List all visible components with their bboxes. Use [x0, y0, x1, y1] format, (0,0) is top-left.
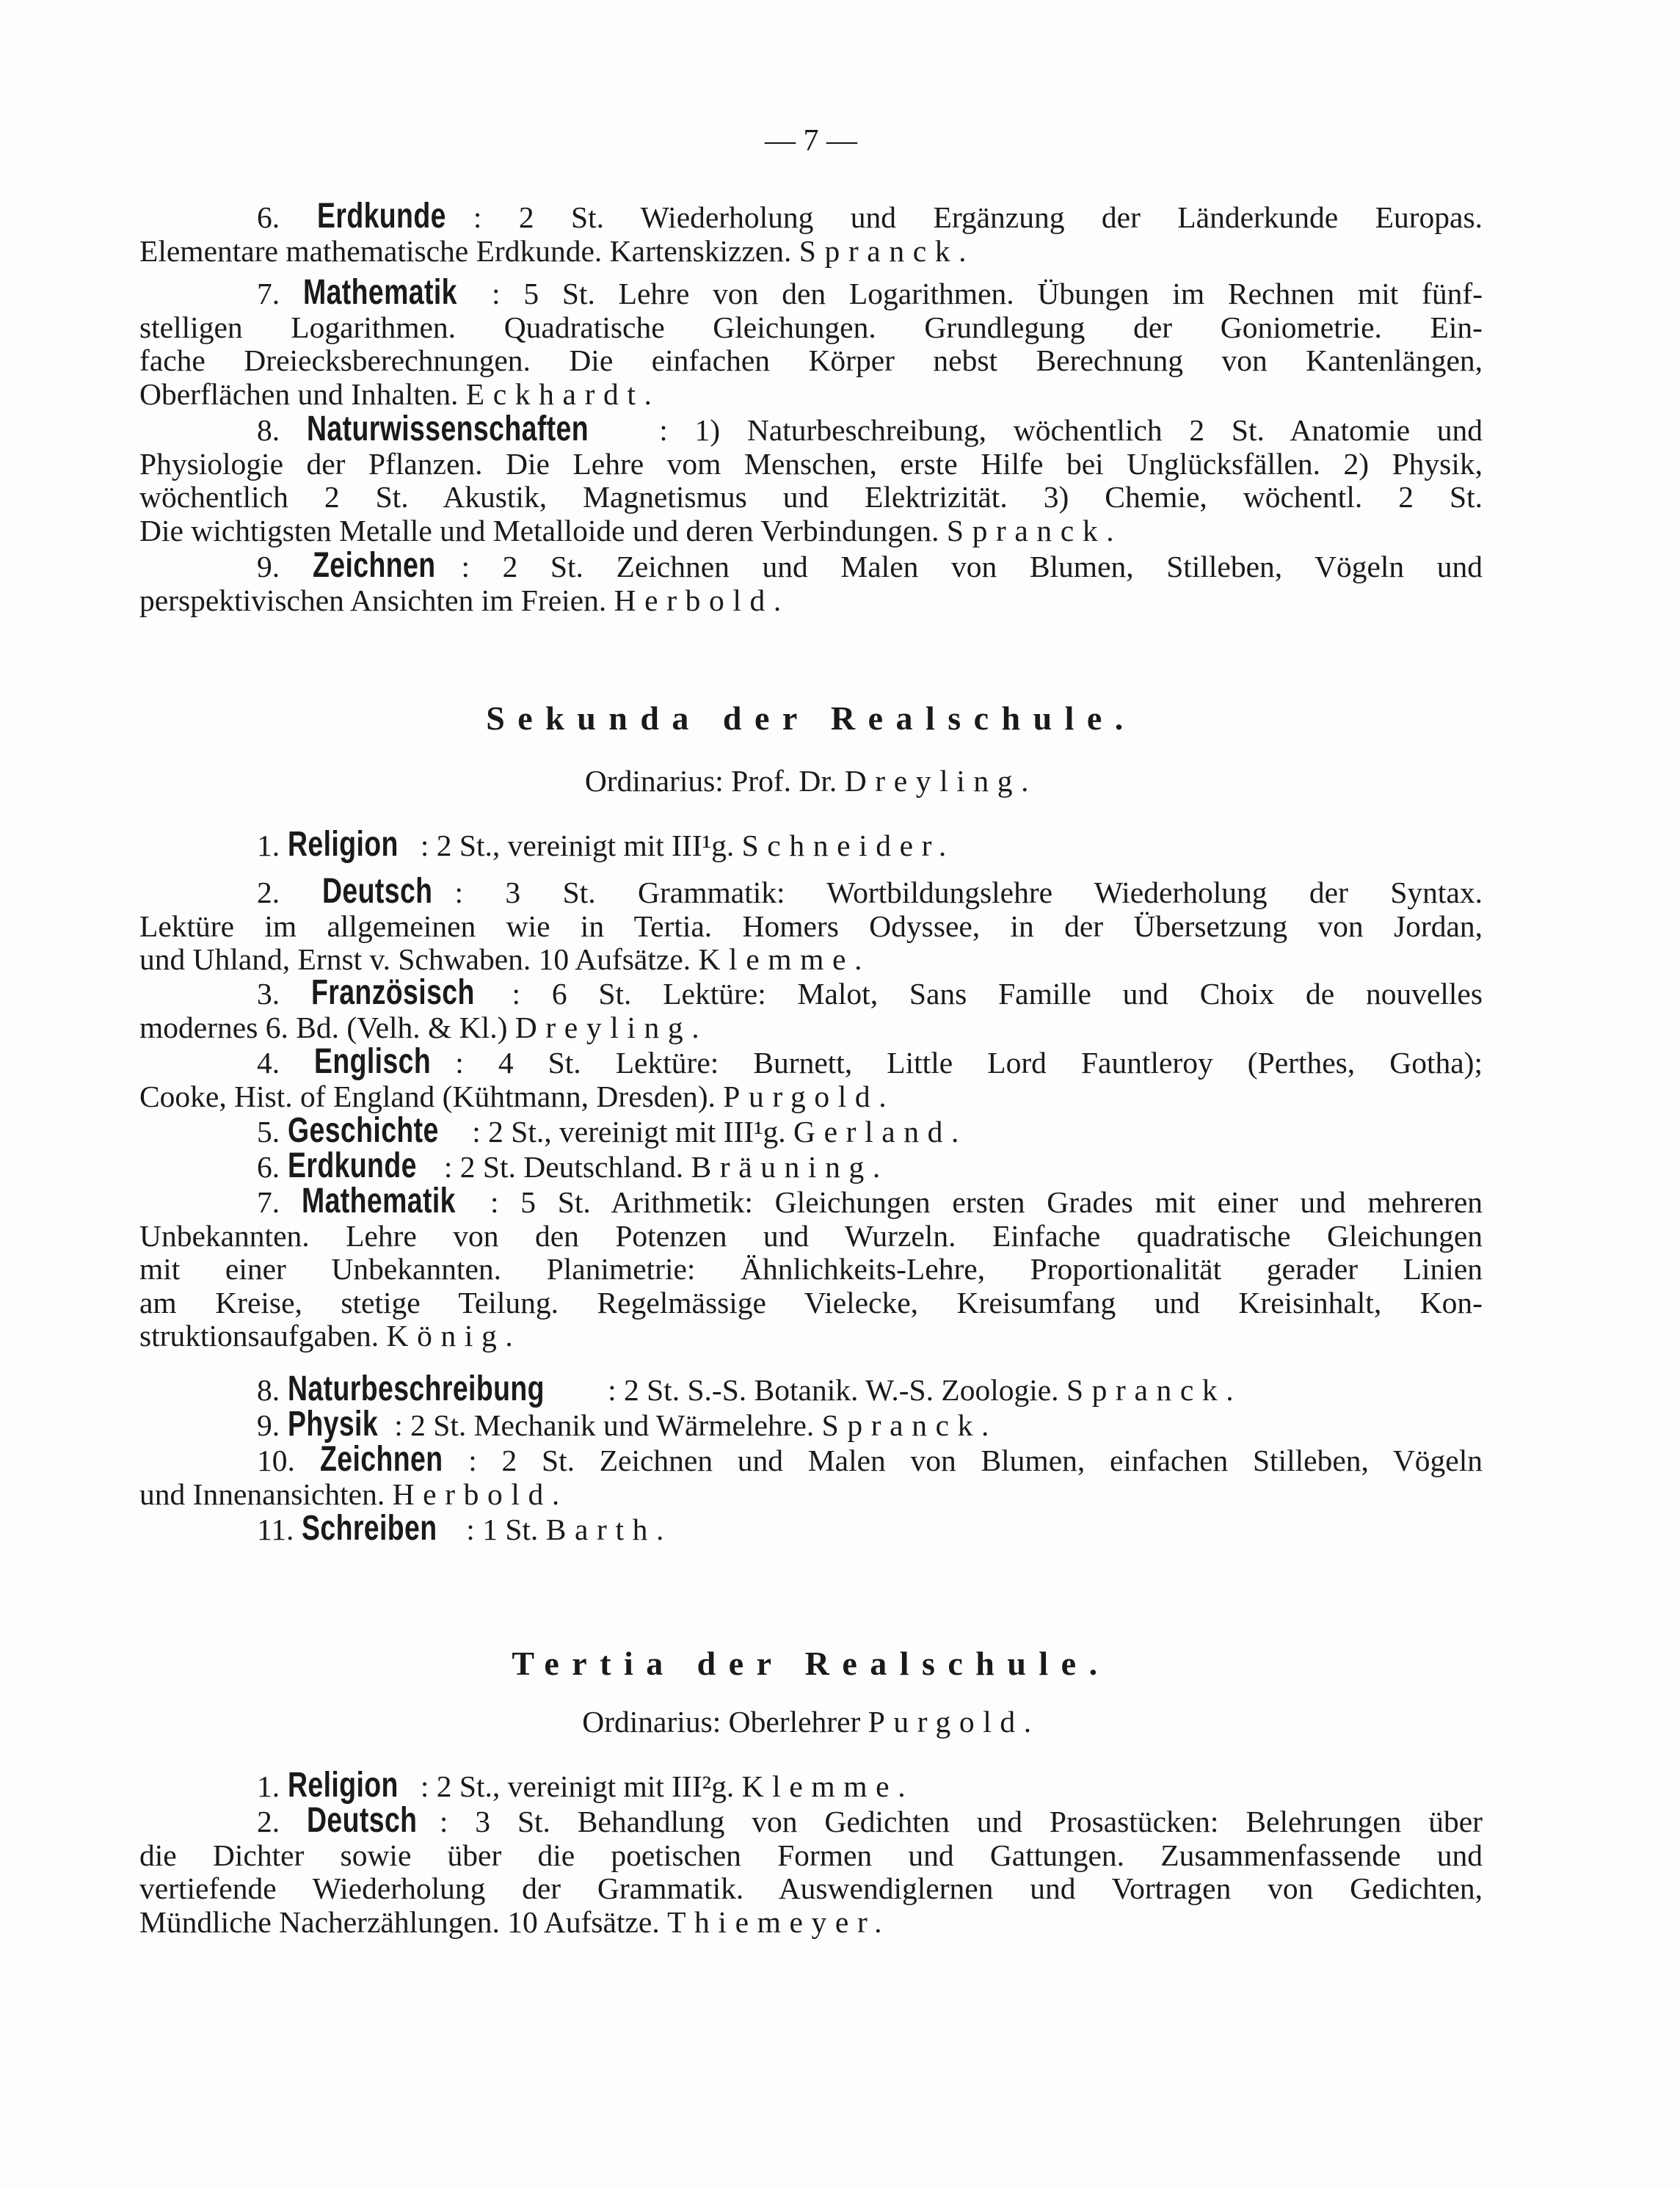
teacher-name: Schneider.: [741, 829, 955, 862]
subject-text: : 2 St., vereinigt mit III¹g.: [420, 829, 742, 862]
item-number: 2.: [257, 876, 322, 909]
subject-keyword: Mathematik: [301, 1182, 456, 1220]
subject-text: : 6 St. Lektüre: Malot, Sans Famille und Choix de nouvelles: [512, 977, 1483, 1011]
teacher-name: Spranck.: [799, 233, 975, 268]
line-text: mit einer Unbekannten. Planimetrie: Ähnlichkeits-Lehre, Proportionalität gerader Linien: [139, 1252, 1483, 1286]
teacher-name: König.: [386, 1319, 522, 1353]
paragraph-line: [139, 1080, 1483, 1114]
ordinarius-name: Dreyling.: [844, 764, 1038, 798]
line-text: Physiologie der Pflanzen. Die Lehre vom Menschen, erste Hilfe bei Unglücksfällen. 2) Physik,: [139, 446, 1483, 481]
item-number: 9.: [257, 1408, 288, 1442]
subject-text: : 1 St.: [466, 1513, 546, 1546]
subject-text: : 5 St. Arithmetik: Gleichungen ersten Grades mit einer und mehreren: [490, 1185, 1483, 1219]
item-number: 8.: [257, 413, 307, 447]
ordinarius-label: Ordinarius: Prof. Dr.: [584, 764, 845, 798]
line-text: struktionsaufgaben.: [139, 1319, 387, 1353]
paragraph-line: [139, 1287, 1483, 1320]
teacher-name: Gerland.: [793, 1115, 968, 1149]
subject-text: : 3 St. Behandlung von Gedichten und Prosastücken: Belehrungen über: [439, 1805, 1483, 1838]
paragraph-first-line: [139, 973, 1483, 1012]
line-text: perspektivischen Ansichten im Freien.: [139, 583, 614, 617]
subject-keyword: Geschichte: [287, 1111, 439, 1150]
line-text: und Innenansichten.: [139, 1477, 393, 1511]
paragraph-first-line: [139, 412, 1483, 448]
teacher-name: Barth.: [545, 1513, 672, 1546]
line-text: Unbekannten. Lehre von den Potenzen und Wurzeln. Einfache quadratische Gleichungen: [139, 1218, 1483, 1253]
item-number: 1.: [257, 1769, 288, 1803]
line-text: Cooke, Hist. of England (Kühtmann, Dresden).: [139, 1079, 724, 1113]
subject-text: : 2 St., vereinigt mit III²g.: [420, 1769, 742, 1803]
paragraph-first-line: [139, 825, 1483, 864]
line-text: Oberflächen und Inhalten.: [139, 376, 466, 411]
subject-paragraph: [139, 1146, 1483, 1185]
paragraph-first-line: [139, 1111, 1483, 1150]
subject-paragraph: [139, 546, 1483, 617]
line-text: Elementare mathematische Erdkunde. Kartenskizzen.: [139, 233, 799, 268]
subject-paragraph: [139, 825, 1483, 864]
subject-text: : 4 St. Lektüre: Burnett, Little Lord Fauntleroy (Perthes, Gotha);: [455, 1046, 1483, 1080]
teacher-name: Dreyling.: [514, 1010, 708, 1044]
subject-paragraph: [139, 1182, 1483, 1353]
subject-keyword: Französisch: [310, 973, 475, 1012]
paragraph-line: [139, 235, 1483, 269]
paragraph-first-line: [139, 1766, 1483, 1805]
subject-paragraph: [139, 1801, 1483, 1939]
teacher-name: Spranck.: [1066, 1373, 1243, 1407]
subject-paragraph: [139, 1766, 1483, 1805]
line-text: die Dichter sowie über die poetischen Formen und Gattungen. Zusammenfassende und: [139, 1838, 1483, 1872]
subject-paragraph: [139, 412, 1483, 547]
subject-keyword: Erdkunde: [287, 1146, 417, 1185]
paragraph-line: [139, 943, 1483, 977]
paragraph-line: [139, 1906, 1483, 1940]
paragraph-line: [139, 481, 1483, 514]
paragraph-line: [139, 1011, 1483, 1045]
subject-text: : 2 St., vereinigt mit III¹g.: [472, 1115, 794, 1149]
subject-keyword: Naturwissenschaften: [306, 410, 589, 448]
line-text: modernes 6. Bd. (Velh. & Kl.): [139, 1010, 515, 1044]
teacher-name: Herbold.: [392, 1477, 568, 1511]
teacher-name: Purgold.: [723, 1079, 895, 1113]
item-number: 2.: [257, 1805, 308, 1838]
subject-keyword: Religion: [287, 1766, 399, 1805]
paragraph-first-line: [139, 1440, 1483, 1479]
subject-keyword: Physik: [287, 1405, 378, 1444]
ordinarius-name: Purgold.: [868, 1705, 1040, 1739]
subject-keyword: Mathematik: [302, 273, 457, 312]
subject-keyword: Religion: [287, 825, 399, 864]
paragraph-line: [139, 514, 1483, 548]
paragraph-line: [139, 344, 1483, 378]
line-text: Lektüre im allgemeinen wie in Tertia. Homers Odyssee, in der Übersetzung von Jordan,: [139, 909, 1483, 943]
paragraph-line: [139, 378, 1483, 412]
paragraph-line: [139, 1872, 1483, 1906]
subject-text: : 2 St. Mechanik und Wärmelehre.: [394, 1408, 822, 1442]
paragraph-first-line: [139, 1405, 1483, 1444]
teacher-name: Spranck.: [946, 513, 1123, 547]
teacher-name: Eckhardt.: [465, 376, 661, 411]
subject-paragraph: [139, 1440, 1483, 1511]
line-text: vertiefende Wiederholung der Grammatik. Auswendiglernen und Vortragen von Gedichten,: [139, 1871, 1483, 1905]
subject-paragraph: [139, 197, 1483, 268]
subject-keyword: Erdkunde: [316, 197, 446, 236]
subject-text: : 2 St. S.-S. Botanik. W.-S. Zoologie.: [608, 1373, 1066, 1407]
heading-sekunda: Sekunda der Realschule.: [486, 699, 1136, 737]
subject-text: : 2 St. Zeichnen und Malen von Blumen, einfachen Stilleben, Vögeln: [468, 1444, 1483, 1477]
paragraph-line: [139, 1478, 1483, 1512]
teacher-name: Bräuning.: [691, 1150, 889, 1184]
item-number: 10.: [257, 1444, 320, 1477]
item-number: 7.: [257, 277, 303, 310]
ordinarius-sekunda: [139, 763, 1483, 798]
heading-tertia: Tertia der Realschule.: [512, 1645, 1110, 1682]
paragraph-line: [139, 1839, 1483, 1873]
paragraph-first-line: [139, 872, 1483, 911]
item-number: 7.: [257, 1185, 302, 1219]
paragraph-first-line: [139, 1509, 1483, 1548]
subject-keyword: Englisch: [314, 1042, 432, 1081]
paragraph-line: [139, 311, 1483, 345]
paragraph-first-line: [139, 1801, 1483, 1840]
teacher-name: Herbold.: [614, 583, 790, 617]
paragraph-line: [139, 910, 1483, 944]
paragraph-first-line: [139, 197, 1483, 236]
paragraph-line: [139, 448, 1483, 481]
subject-keyword: Zeichnen: [312, 546, 436, 585]
paragraph-first-line: [139, 1146, 1483, 1185]
paragraph-first-line: [139, 546, 1483, 585]
subject-text: : 2 St. Deutschland.: [443, 1150, 691, 1184]
item-number: 1.: [257, 829, 288, 862]
subject-keyword: Schreiben: [301, 1509, 437, 1548]
item-number: 5.: [257, 1115, 288, 1149]
page-number: — 7 —: [765, 124, 857, 158]
paragraph-first-line: [139, 1369, 1483, 1408]
subject-paragraph: [139, 1405, 1483, 1444]
subject-text: : 1) Naturbeschreibung, wöchentlich 2 St. Anatomie und: [659, 413, 1483, 447]
item-number: 4.: [257, 1046, 315, 1080]
subject-paragraph: [139, 1111, 1483, 1150]
teacher-name: Klemme.: [698, 942, 871, 976]
line-text: am Kreise, stetige Teilung. Regelmässige Vielecke, Kreisumfang und Kreisinhalt, Kon-: [139, 1285, 1483, 1320]
subject-keyword: Deutsch: [321, 872, 433, 911]
ordinarius-label: Ordinarius: Oberlehrer: [582, 1705, 868, 1739]
item-number: 9.: [257, 550, 313, 583]
paragraph-first-line: [139, 1042, 1483, 1081]
line-text: Mündliche Nacherzählungen. 10 Aufsätze.: [139, 1904, 668, 1939]
subject-text: : 2 St. Zeichnen und Malen von Blumen, Stilleben, Vögeln und: [461, 550, 1483, 583]
teacher-name: Spranck.: [821, 1408, 997, 1442]
paragraph-first-line: [139, 273, 1483, 312]
ordinarius-tertia: [139, 1704, 1483, 1739]
teacher-name: Thiemeyer.: [667, 1904, 891, 1939]
subject-keyword: Deutsch: [307, 1801, 418, 1840]
paragraph-line: [139, 1253, 1483, 1287]
item-number: 6.: [257, 1150, 288, 1184]
teacher-name: Klemme.: [741, 1769, 914, 1803]
subject-keyword: Naturbeschreibung: [287, 1369, 545, 1408]
item-number: 6.: [257, 200, 317, 234]
subject-paragraph: [139, 1369, 1483, 1408]
paragraph-line: [139, 1320, 1483, 1353]
line-text: und Uhland, Ernst v. Schwaben. 10 Aufsätze.: [139, 942, 699, 976]
subject-paragraph: [139, 872, 1483, 977]
subject-paragraph: [139, 273, 1483, 411]
subject-paragraph: [139, 973, 1483, 1044]
line-text: stelligen Logarithmen. Quadratische Gleichungen. Grundlegung der Goniometrie. Ein-: [139, 310, 1483, 344]
line-text: Die wichtigsten Metalle und Metalloide und deren Verbindungen.: [139, 513, 947, 547]
subject-keyword: Zeichnen: [319, 1440, 443, 1479]
line-text: wöchentlich 2 St. Akustik, Magnetismus und Elektrizität. 3) Chemie, wöchentl. 2 St.: [139, 480, 1483, 514]
subject-text: : 2 St. Wiederholung und Ergänzung der Länderkunde Europas.: [473, 200, 1483, 234]
paragraph-line: [139, 1220, 1483, 1253]
item-number: 8.: [257, 1373, 288, 1407]
subject-paragraph: [139, 1509, 1483, 1548]
item-number: 3.: [257, 977, 311, 1011]
item-number: 11.: [257, 1513, 302, 1546]
line-text: fache Dreiecksberechnungen. Die einfachen Körper nebst Berechnung von Kantenlängen,: [139, 343, 1483, 377]
paragraph-line: [139, 584, 1483, 618]
subject-text: : 5 St. Lehre von den Logarithmen. Übungen im Rechnen mit fünf-: [492, 277, 1483, 310]
paragraph-first-line: [139, 1182, 1483, 1220]
subject-paragraph: [139, 1042, 1483, 1113]
subject-text: : 3 St. Grammatik: Wortbildungslehre Wiederholung der Syntax.: [454, 876, 1483, 909]
